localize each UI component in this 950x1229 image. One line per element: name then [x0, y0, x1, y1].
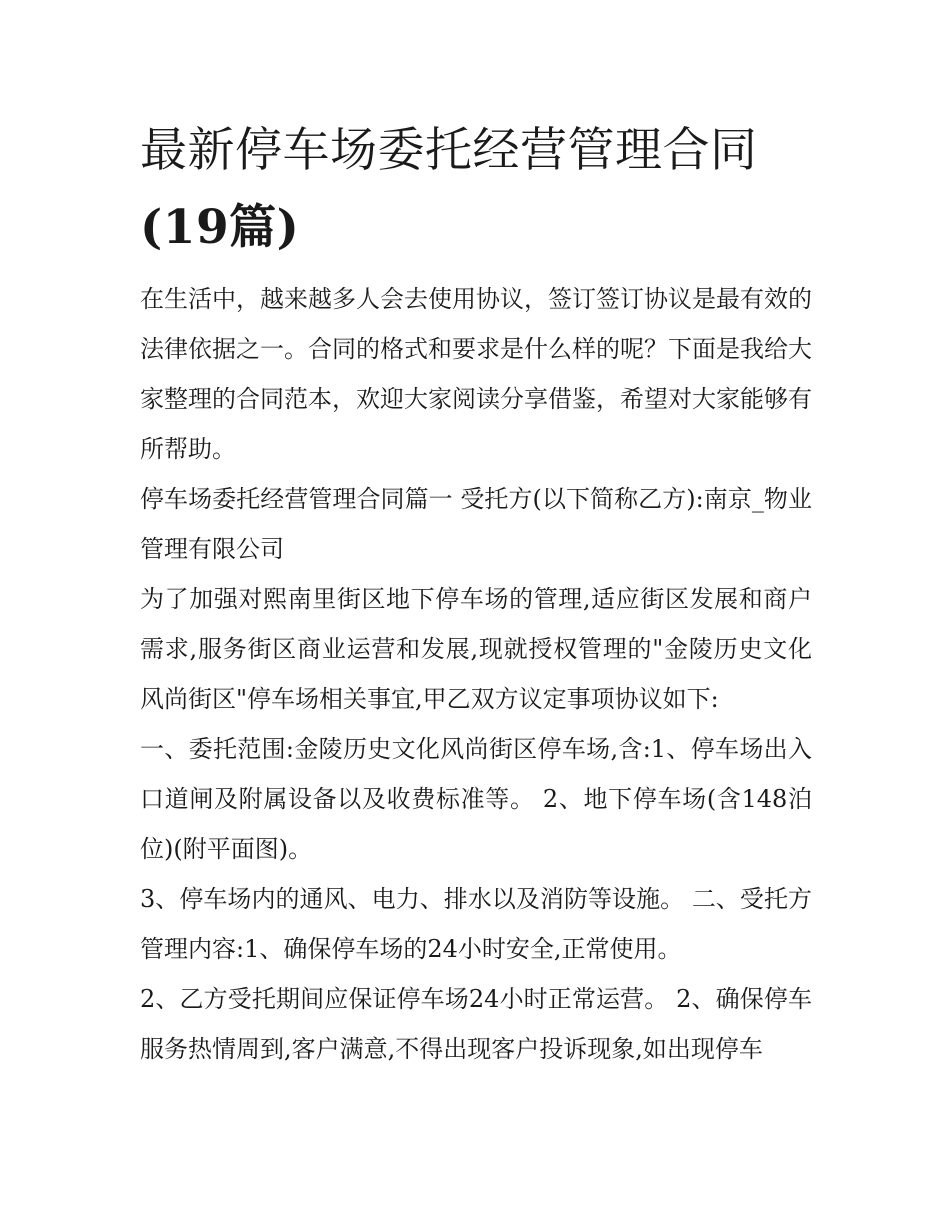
document-title	[140, 112, 812, 266]
title-line-1: 最新停车场委托经营管理合同	[140, 123, 758, 178]
paragraph-facilities: 3、停车场内的通风、电力、排水以及消防等设施。 二、受托方管理内容:1、确保停车场的24小时安全,正常使用。	[140, 885, 812, 963]
title-line-2: (19篇)	[140, 200, 300, 255]
paragraph-intro: 在生活中，越来越多人会去使用协议，签订签订协议是最有效的法律依据之一。合同的格式和要求是什么样的呢？下面是我给大家整理的合同范本，欢迎大家阅读分享借鉴，希望对大家能够有所帮助。	[140, 285, 812, 463]
paragraph-scope: 一、委托范围:金陵历史文化风尚街区停车场,含:1、停车场出入口道闸及附属设备以及收费标准等。 2、地下停车场(含148泊位)(附平面图)。	[140, 735, 812, 863]
document-page	[140, 112, 812, 1074]
paragraph-contract-party: 停车场委托经营管理合同篇一 受托方(以下简称乙方):南京_物业管理有限公司	[140, 485, 812, 563]
paragraph-operation: 2、乙方受托期间应保证停车场24小时正常运营。 2、确保停车服务热情周到,客户满意,不得出现客户投诉现象,如出现停车	[140, 985, 812, 1063]
paragraph-purpose: 为了加强对熙南里街区地下停车场的管理,适应街区发展和商户需求,服务街区商业运营和发展,现就授权管理的"金陵历史文化风尚街区"停车场相关事宜,甲乙双方议定事项协议如下:	[140, 585, 812, 713]
